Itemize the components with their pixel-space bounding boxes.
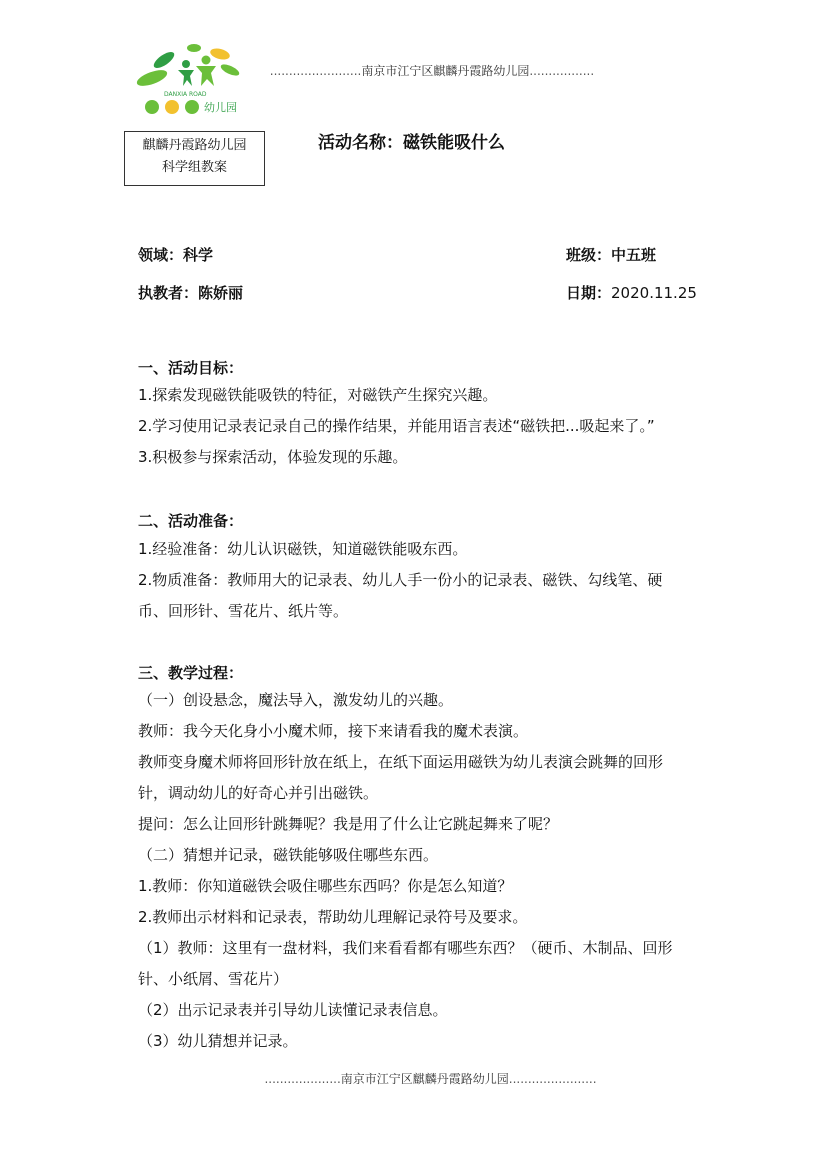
header-school-name: 南京市江宁区麒麟丹霞路幼儿园 xyxy=(361,64,530,78)
meta-date xyxy=(566,282,697,303)
footer-dots-left: .................... xyxy=(264,1072,341,1086)
page-header xyxy=(262,62,602,79)
process-line: （二）猜想并记录，磁铁能够吸住哪些东西。 xyxy=(138,846,439,864)
info-box-line1: 麒麟丹霞路幼儿园 xyxy=(142,138,247,153)
meta-domain xyxy=(138,244,213,265)
process-line: （3）幼儿猜想并记录。 xyxy=(138,1032,298,1050)
prep-line: 2.物质准备：教师用大的记录表、幼儿人手一份小的记录表、磁铁、勾线笔、硬 xyxy=(138,571,663,589)
info-box xyxy=(124,131,265,186)
process-line: 针，调动幼儿的好奇心并引出磁铁。 xyxy=(138,784,379,802)
page-footer xyxy=(258,1070,603,1087)
process-line: 1.教师：你知道磁铁会吸住哪些东西吗？你是怎么知道？ xyxy=(138,877,513,895)
goal-item: 2.学习使用记录表记录自己的操作结果，并能用语言表述“磁铁把...吸起来了。” xyxy=(138,417,655,435)
section-prep-body xyxy=(138,534,738,627)
header-dots-right: ................. xyxy=(529,64,595,78)
section-process-body xyxy=(138,685,738,1057)
svg-text:DANXIA ROAD: DANXIA ROAD xyxy=(164,91,207,98)
prep-line: 币、回形针、雪花片、纸片等。 xyxy=(138,602,349,620)
process-line: （1）教师：这里有一盘材料，我们来看看都有哪些东西？（硬币、木制品、回形 xyxy=(138,939,673,957)
section-process-title: 三、教学过程： xyxy=(138,664,244,682)
goal-item: 1.探索发现磁铁能吸铁的特征，对磁铁产生探究兴趣。 xyxy=(138,386,498,404)
page-title: 活动名称：磁铁能吸什么 xyxy=(318,133,505,153)
process-line: 2.教师出示材料和记录表，帮助幼儿理解记录符号及要求。 xyxy=(138,908,528,926)
meta-class-label: 班级： xyxy=(566,246,612,264)
meta-domain-label: 领域： xyxy=(138,246,184,264)
footer-school-name: 南京市江宁区麒麟丹霞路幼儿园 xyxy=(340,1072,509,1086)
prep-line: 1.经验准备：幼儿认识磁铁，知道磁铁能吸东西。 xyxy=(138,540,468,558)
process-line: （2）出示记录表并引导幼儿读懂记录表信息。 xyxy=(138,1001,448,1019)
meta-class-value: 中五班 xyxy=(611,246,657,264)
section-goals-title: 一、活动目标： xyxy=(138,359,244,377)
process-line: 教师变身魔术师将回形针放在纸上，在纸下面运用磁铁为幼儿表演会跳舞的回形 xyxy=(138,753,664,771)
info-box-line2: 科学组教案 xyxy=(161,160,227,175)
meta-teacher-label: 执教者： xyxy=(138,284,199,302)
meta-date-value: 2020.11.25 xyxy=(611,284,697,302)
section-prep-title: 二、活动准备： xyxy=(138,512,244,530)
process-line: 针、小纸屑、雪花片） xyxy=(138,970,289,988)
footer-dots-right: ....................... xyxy=(508,1072,597,1086)
meta-teacher xyxy=(138,282,243,303)
section-goals-body xyxy=(138,380,738,473)
meta-teacher-value: 陈娇丽 xyxy=(198,284,244,302)
meta-date-label: 日期： xyxy=(566,284,612,302)
meta-domain-value: 科学 xyxy=(183,246,214,264)
goal-item: 3.积极参与探索活动，体验发现的乐趣。 xyxy=(138,448,408,466)
process-line: （一）创设悬念，魔法导入，激发幼儿的兴趣。 xyxy=(138,691,454,709)
process-line: 教师：我今天化身小小魔术师，接下来请看我的魔术表演。 xyxy=(138,722,529,740)
process-line: 提问：怎么让回形针跳舞呢？我是用了什么让它跳起舞来了呢？ xyxy=(138,815,559,833)
header-dots-left: ........................ xyxy=(269,64,362,78)
svg-text:幼儿园: 幼儿园 xyxy=(204,101,237,114)
kindergarten-logo-icon xyxy=(134,40,250,116)
meta-class xyxy=(566,244,656,265)
